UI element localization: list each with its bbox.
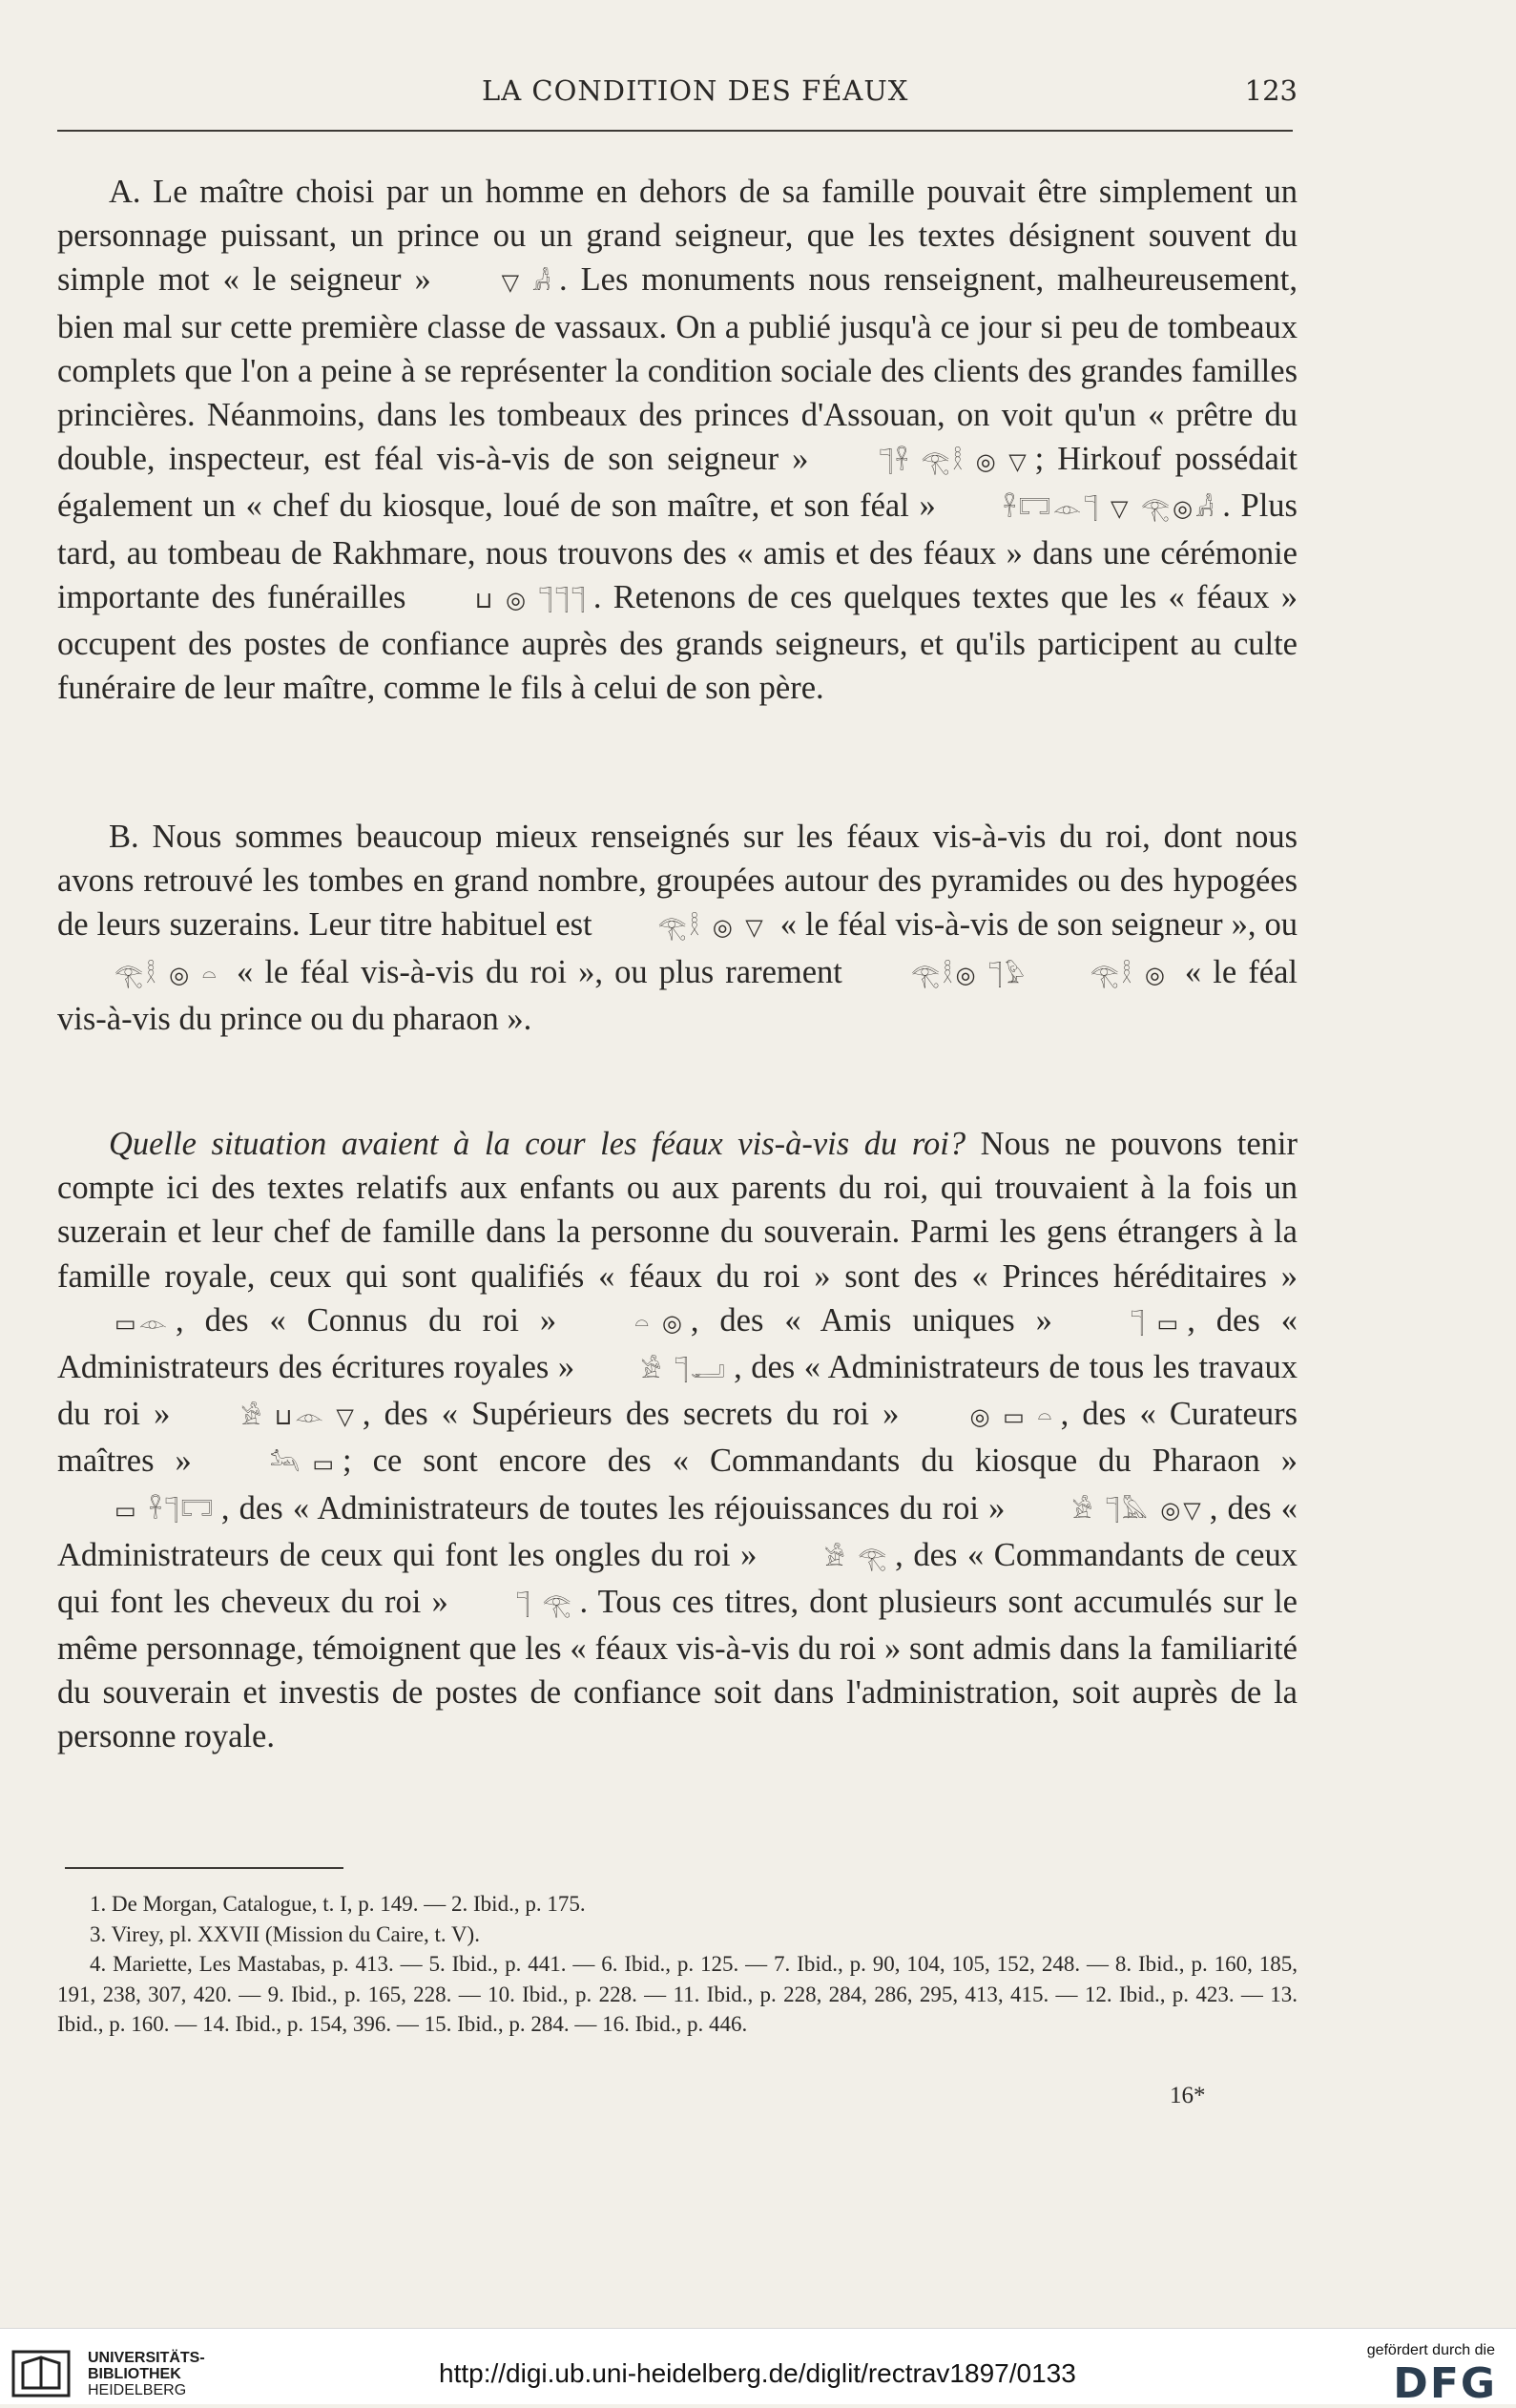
paragraph-c [57,1122,1298,1759]
library-line: BIBLIOTHEK [88,2366,181,2382]
paragraph-a-text-3: ; Hirkouf possédait également un « chef du kiosque, loué de son maître, et son féal » [57,441,1298,525]
hieroglyph-group: 𓀀 𓂀 [824,1544,890,1571]
paragraph-b-text-3: « le féal vis-à-vis du roi », ou plus rarement [224,953,854,990]
sponsor-text: gefördert durch die [1366,2342,1495,2358]
paragraph-a-text-1: A. Le maître choisi par un homme en dehors de sa famille pouvait être simplement un personnage puissant, un prince ou un grand seigneur, que les textes désignent souvent du simple mot « le seigneur » [57,174,1298,299]
paragraph-a-text-5: . Retenons de ces quelques textes que les « féaux » occupent des postes de confiance auprès des grands seigneurs, et qu'ils participent au culte funéraire de leur maître, comme le fils à celui de son père. [57,578,1298,707]
viewer-footer [0,2328,1516,2408]
hieroglyph-group: 𓂀𓎛 ◎ [1090,961,1168,988]
hieroglyph-group: 𓀀 𓊹𓅓 ◎▽ [1071,1497,1204,1525]
hieroglyph-group: 𓏏 ◎ [634,1309,685,1337]
paragraph-c-text-9: , des « Administrateurs de toutes les réjouissances du roi » [220,1489,1015,1526]
hieroglyph-group: 𓃢 ▭ [269,1450,338,1478]
running-header [57,74,1298,113]
header-rule [57,130,1293,132]
hieroglyph-group: 𓊹 ▭ [1130,1309,1182,1337]
hieroglyph-group: ▭ 𓋹𓊹𓉐 [114,1497,216,1525]
paragraph-b [57,815,1298,1041]
hieroglyph-group: ⊔ ◎ 𓊹𓊹𓊹 [474,586,588,613]
footnote-line: 3. Virey, pl. XXVII (Mission du Caire, t. V). [90,1921,480,1946]
paragraph-c-text-8: ; ce sont encore des « Commandants du kiosque du Pharaon » [343,1443,1298,1480]
library-line: UNIVERSITÄTS- [88,2350,205,2366]
paragraph-a-text-4: . Plus tard, au tombeau de Rakhmare, nous trouvons des « amis et des féaux » dans une cérémonie importante des funérailles [57,488,1298,615]
paragraph-c-text-1: Nous ne pouvons tenir compte ici des textes relatifs aux enfants ou aux parents du roi, qui trouvaient à la fois un suzerain et leur chef de famille dans la personne du souverain. Parmi les gens étrangers à la famille royale, ceux qui sont qualifiés « féaux du roi » sont des « Princes héréditaires » [57,1126,1298,1295]
paragraph-c-text-10: , des « Administrateurs de ceux qui font les ongles du roi » [57,1489,1298,1573]
paragraph-c-text-3: , des « Amis uniques » [690,1301,1073,1339]
page-number: 123 [1244,74,1298,107]
hieroglyph-group: 𓀀 𓊹𓂝 [640,1356,729,1383]
paragraph-a-text-2: . Les monuments nous renseignent, malheureusement, bien mal sur cette première classe de vassaux. On a publié jusqu'à ce jour si peu de tombeaux complets que l'on a peine à se représenter la condition sociale des clients des grandes familles princières. Néanmoins, dans les tombeaux des princes d'Assouan, on voit qu'un « prêtre du double, inspecteur, est féal vis-à-vis de son seigneur » [57,261,1298,478]
hieroglyph-group: 𓂀𓎛 ◎ ▽ [657,914,766,942]
paragraph-c-text-7: , des « Curateurs maîtres » [57,1396,1298,1480]
hieroglyph-group: ▭𓁹 [114,1309,171,1337]
italic-question: Quelle situation avaient à la cour les féaux vis-à-vis du roi? [109,1126,966,1162]
signature-mark: 16* [1170,2083,1206,2108]
paragraph-b-text-1: B. Nous sommes beaucoup mieux renseignés sur les féaux vis-à-vis du roi, dont nous avons retrouvé les tombes en grand nombre, groupées autour des pyramides ou des hypogées de leurs suzerains. Leur titre habituel est [57,819,1298,944]
paragraph-b-text-2: « le féal vis-à-vis de son seigneur », ou [771,906,1298,944]
paragraph-a [57,170,1298,710]
paragraph-c-text-11: , des « Commandants de ceux qui font les cheveux du roi » [57,1536,1298,1620]
hieroglyph-group: 𓊹𓋹 𓂀𓎛 ◎ ▽ [879,448,1029,476]
dfg-logo: DFG [1393,2359,1497,2408]
paragraph-c-text-12: . Tous ces titres, dont plusieurs sont accumulés sur le même personnage, témoignent que les « féaux vis-à-vis du roi » sont admis dans la familiarité du souverain et investis de postes de confiance soit dans l'administration, soit auprès de la personne royale. [57,1583,1298,1755]
footnote-rule [65,1867,343,1869]
permalink[interactable]: http://digi.ub.uni-heidelberg.de/diglit/rectrav1897/0133 [439,2358,1076,2388]
hieroglyph-group: 𓀀 ⊔𓁹 ▽ [240,1403,357,1431]
footnote-line: 1. De Morgan, Catalogue, t. I, p. 149. — 2. Ibid., p. 175. [90,1892,586,1916]
running-title: LA CONDITION DES FÉAUX [482,74,909,107]
hieroglyph-group: 𓂀𓎛◎ 𓊹𓅱 [911,961,1028,988]
paragraph-b-text-4: « le féal vis-à-vis du prince ou du pharaon ». [57,953,1298,1037]
hieroglyph-group: ▽ 𓀻 [501,269,554,297]
university-seal-icon [11,2350,71,2398]
paragraph-c-text-5: , des « Administrateurs de tous les travaux du roi » [57,1348,1298,1433]
paragraph-c-text-2: , des « Connus du roi » [176,1301,578,1339]
paragraph-c-text-6: , des « Supérieurs des secrets du roi » [362,1396,913,1433]
paragraph-c-text-4: , des « Administrateurs des écritures royales » [57,1301,1298,1385]
library-name [88,2350,205,2398]
hieroglyph-group: 𓊹 𓂀 [515,1590,574,1618]
hieroglyph-group: 𓋹𓉐𓁹𓊹 ▽ 𓂀◎𓀻 [1003,495,1217,523]
footnote-line: 4. Mariette, Les Mastabas, p. 413. — 5. Ibid., p. 441. — 6. Ibid., p. 125. — 7. Ibid., p. 90, 104, 105, 152, 248. — 8. Ibid., p. 160, 185, 191, 238, 307, 420. — 9. Ibid., p. 165, 228. — 10. Ibid., p. 228. — 11. Ibid., p. 228, 284, 286, 295, 413, 415. — 12. Ibid., p. 423. — 13. Ibid., p. 160. — 14. Ibid., p. 154, 396. — 15. Ibid., p. 284. — 16. Ibid., p. 446. [57,1952,1298,2036]
hieroglyph-group: ◎ ▭ 𓏏 [969,1403,1055,1431]
hieroglyph-group: 𓂀𓎛 ◎ 𓏏 [114,961,219,988]
footnotes [57,1889,1298,2040]
library-line: HEIDELBERG [88,2382,187,2398]
